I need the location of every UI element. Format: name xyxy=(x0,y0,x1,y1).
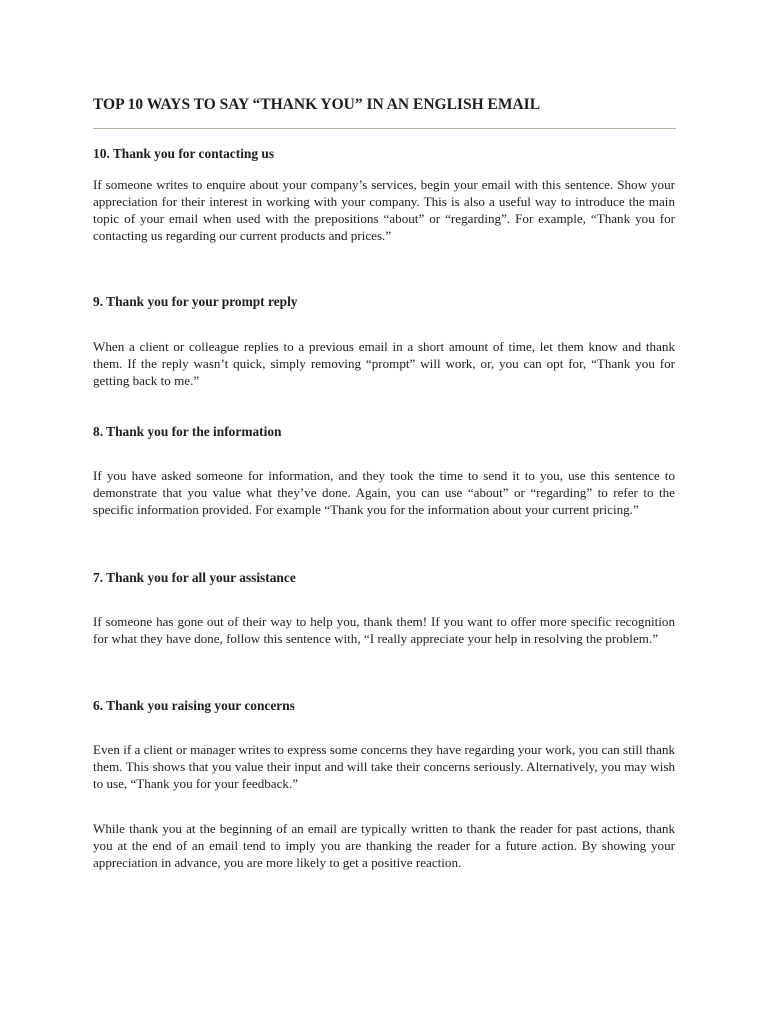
section-paragraph: If someone writes to enquire about your company’s services, begin your email with this sentence. Show your appreciation for their interest in working with your company. This is also a useful way to introduce the main topic of your email when used with the prepositions “about” or “regarding”. For example, “Thank you for contacting us regarding our current products and prices.” xyxy=(93,177,675,243)
title-divider xyxy=(93,128,676,129)
section-heading: 6. Thank you raising your concerns xyxy=(93,698,295,713)
section-paragraph: If you have asked someone for information, and they took the time to send it to you, use this sentence to demonstrate that you value what they’ve done. Again, you can use “about” or “regarding” to refer to the specific information provided. For example “Thank you for the information about your current pricing.” xyxy=(93,468,675,517)
section-heading: 7. Thank you for all your assistance xyxy=(93,570,296,585)
document-title: TOP 10 WAYS TO SAY “THANK YOU” IN AN ENGLISH EMAIL xyxy=(93,96,541,113)
section-paragraph: If someone has gone out of their way to help you, thank them! If you want to offer more specific recognition for what they have done, follow this sentence with, “I really appreciate your help in resolving the problem.” xyxy=(93,614,675,646)
section-paragraph: Even if a client or manager writes to express some concerns they have regarding your work, you can still thank them. This shows that you value their input and will take their concerns seriously. Alternatively, you may wish to use, “Thank you for your feedback.” xyxy=(93,742,675,791)
closing-paragraph: While thank you at the beginning of an email are typically written to thank the reader for past actions, thank you at the end of an email tend to imply you are thanking the reader for a future action. By showing your appreciation in advance, you are more likely to get a positive reaction. xyxy=(93,821,675,870)
section-paragraph: When a client or colleague replies to a previous email in a short amount of time, let them know and thank them. If the reply wasn’t quick, simply removing “prompt” will work, or, you can opt for, “Thank you for getting back to me.” xyxy=(93,339,675,388)
section-heading: 9. Thank you for your prompt reply xyxy=(93,294,298,309)
section-heading: 10. Thank you for contacting us xyxy=(93,146,275,161)
section-heading: 8. Thank you for the information xyxy=(93,424,282,439)
